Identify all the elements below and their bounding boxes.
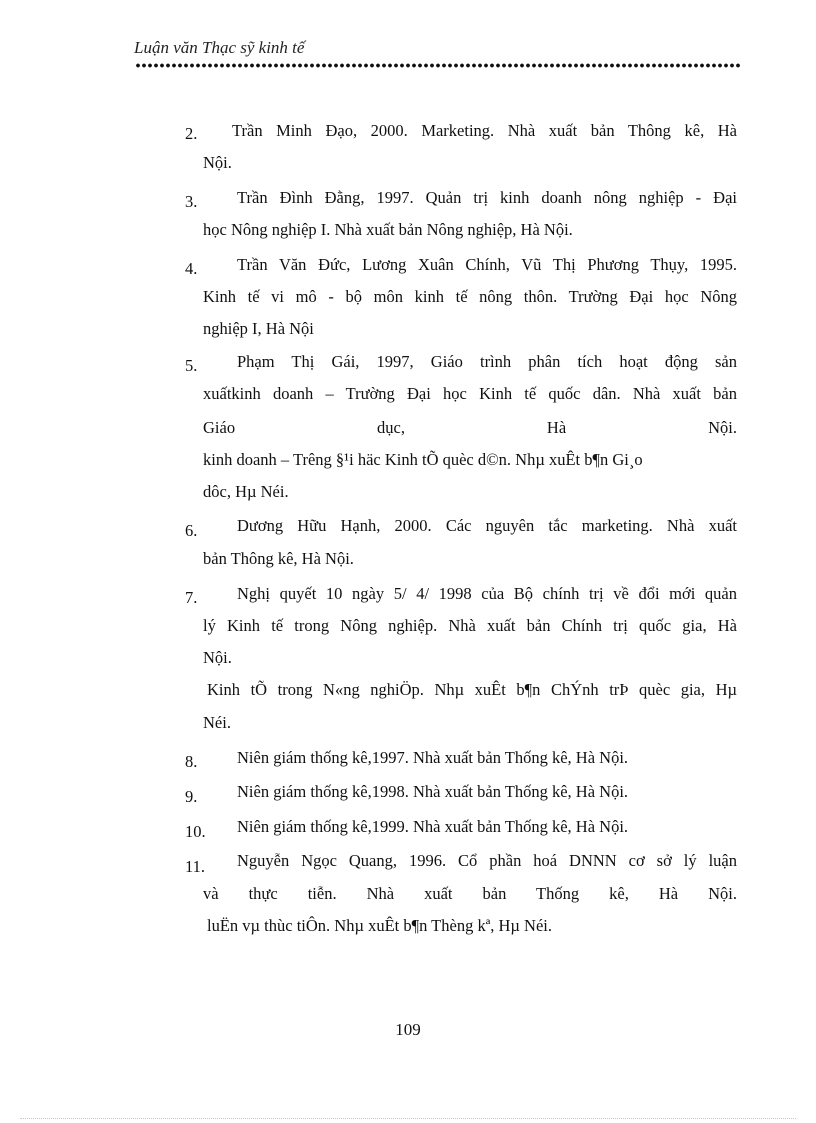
ref-line: Trần Đình Đằng, 1997. Quản trị kinh doanh nông nghiệp - Đại (237, 188, 737, 207)
ref-number: 8. (185, 752, 198, 771)
ref-line: nghiệp I, Hà Nội (203, 319, 314, 338)
ref-line: Niên giám thống kê,1997. Nhà xuất bản Thống kê, Hà Nội. (237, 748, 629, 767)
ref-number: 5. (185, 356, 198, 375)
ref-line: Giáo dục, Hà Nội. (203, 418, 737, 437)
ref-line: Nghị quyết 10 ngày 5/ 4/ 1998 của Bộ chính trị về đổi mới quản (237, 584, 737, 603)
page-number: 109 (395, 1020, 421, 1039)
ref-line-garbled: Néi. (203, 713, 231, 732)
ref-line-garbled: luËn vµ thùc tiÔn. Nhµ xuÊt b¶n Thèng kª, Hµ Néi. (207, 916, 553, 935)
ref-line: Trần Minh Đạo, 2000. Marketing. Nhà xuất bản Thông kê, Hà (232, 121, 737, 140)
ref-line: xuấtkinh doanh – Trường Đại học Kinh tế quốc dân. Nhà xuất bản (203, 384, 737, 403)
ref-line: Nội. (203, 153, 232, 172)
ref-line-garbled: dôc, Hµ Néi. (203, 482, 289, 501)
ref-line: và thực tiễn. Nhà xuất bản Thống kê, Hà Nội. (203, 884, 737, 903)
page-bottom-border (20, 1118, 796, 1121)
ref-line-garbled: Kinh tÕ trong N«ng nghiÖp. Nhµ xuÊt b¶n ChÝnh trÞ quèc gia, Hµ (207, 680, 737, 699)
ref-line: Kinh tế vi mô - bộ môn kinh tế nông thôn. Trường Đại học Nông (203, 287, 737, 306)
ref-number: 2. (185, 124, 198, 143)
ref-line: lý Kinh tế trong Nông nghiệp. Nhà xuất bản Chính trị quốc gia, Hà (203, 616, 737, 635)
ref-number: 3. (185, 192, 198, 211)
ref-number: 10. (185, 822, 206, 841)
ref-number: 11. (185, 857, 206, 876)
ref-number: 6. (185, 521, 198, 540)
ref-line: Niên giám thống kê,1998. Nhà xuất bản Thống kê, Hà Nội. (237, 782, 629, 801)
ref-line-garbled: kinh doanh – Trêng §¹i häc Kinh tÕ quèc d©n. Nhµ xuÊt b¶n Gi¸o (203, 450, 643, 469)
ref-number: 4. (185, 259, 198, 278)
ref-line: Trần Văn Đức, Lương Xuân Chính, Vũ Thị Phương Thụy, 1995. (237, 255, 737, 274)
ref-line: bản Thông kê, Hà Nội. (203, 549, 354, 568)
ref-number: 7. (185, 588, 198, 607)
ref-number: 9. (185, 787, 198, 806)
ref-line: Nguyễn Ngọc Quang, 1996. Cổ phần hoá DNNN cơ sở lý luận (237, 851, 737, 870)
ref-line: Niên giám thống kê,1999. Nhà xuất bản Thống kê, Hà Nội. (237, 817, 629, 836)
ref-line: Dương Hữu Hạnh, 2000. Các nguyên tắc marketing. Nhà xuất (237, 516, 737, 535)
ref-line: Nội. (203, 648, 232, 667)
ref-line: Phạm Thị Gái, 1997, Giáo trình phân tích hoạt động sản (237, 352, 737, 371)
ref-line: học Nông nghiệp I. Nhà xuất bản Nông nghiệp, Hà Nội. (203, 220, 573, 239)
running-header: Luận văn Thạc sỹ kinh tế (134, 38, 305, 57)
